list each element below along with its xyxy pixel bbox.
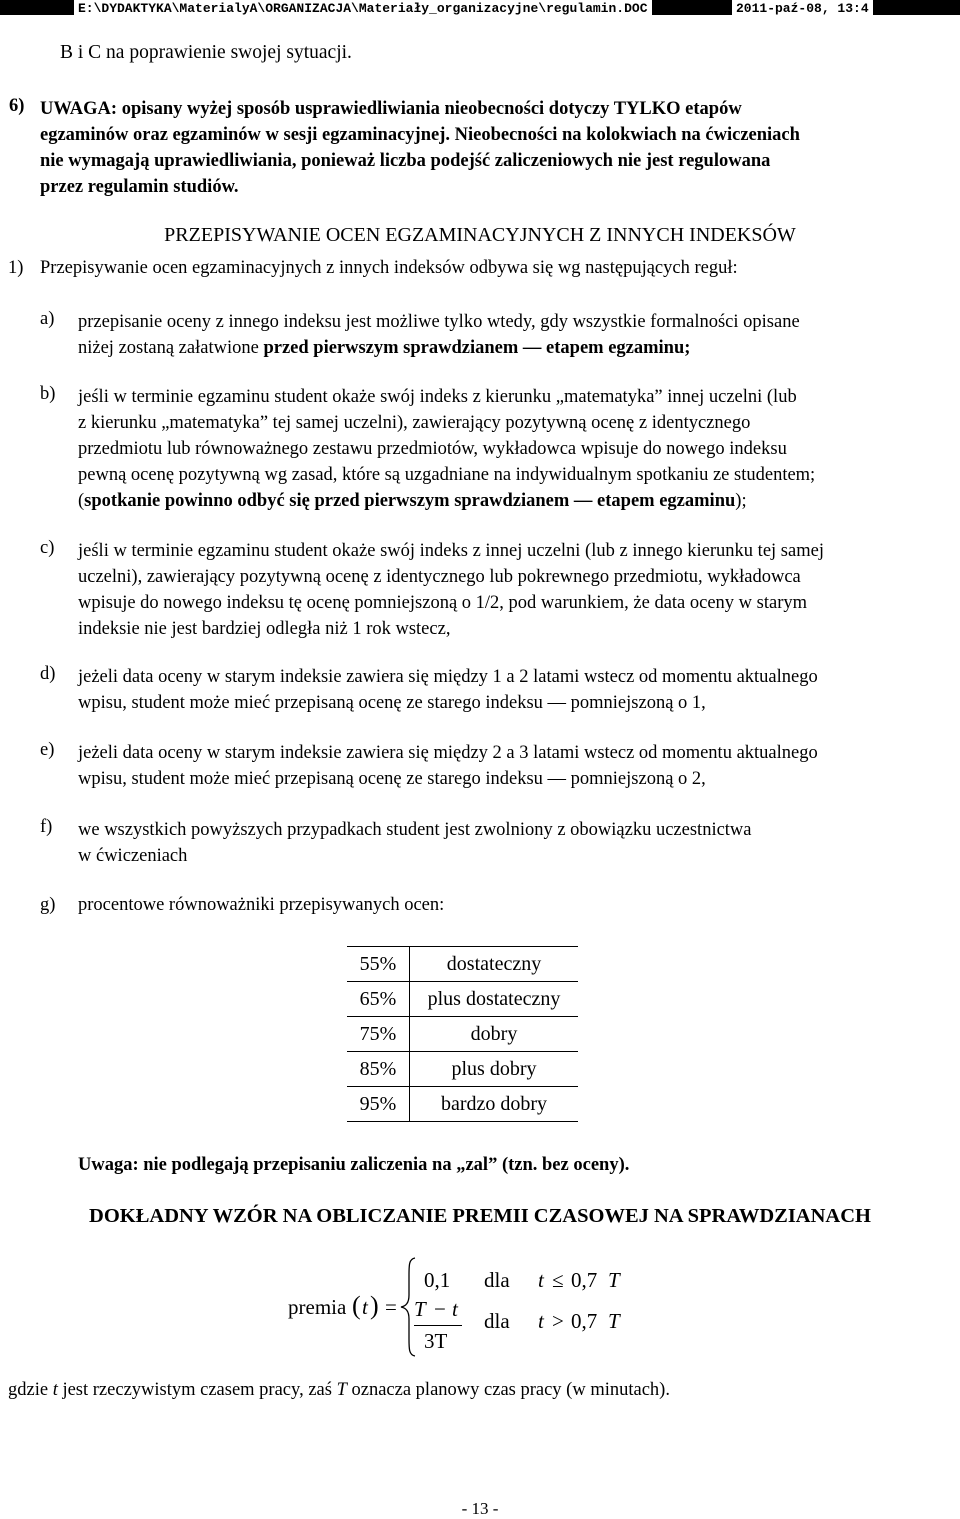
case2-minus: −	[434, 1297, 446, 1321]
explanation-text: oznacza planowy czas pracy (w minutach).	[346, 1380, 670, 1400]
table-row	[347, 982, 578, 1017]
formula-lhs-open: (	[352, 1291, 361, 1320]
formula-equals: =	[385, 1295, 397, 1319]
formula-lhs-close: )	[370, 1291, 379, 1320]
explanation-var-T: T	[336, 1380, 347, 1400]
explanation-var-t: t	[52, 1380, 58, 1400]
note-uwaga: Uwaga: nie podlegają przepisaniu zaliczenia na „zal” (tzn. bez oceny).	[78, 1155, 630, 1175]
case2-T: T	[608, 1309, 620, 1333]
print-date: 2011-paź-08, 13:4	[732, 0, 873, 17]
point-6-line: UWAGA: opisany wyżej sposób usprawiedliwiania nieobecności dotyczy TYLKO etapów	[40, 99, 742, 119]
item-f-line: we wszystkich powyższych przypadkach student jest zwolniony z obowiązku uczestnictwa	[78, 820, 752, 840]
item-b-text	[78, 384, 815, 514]
case2-numerator-t: t	[452, 1297, 458, 1321]
item-c-text	[78, 538, 824, 642]
item-d-text	[78, 664, 818, 716]
point-6-line: egzaminów oraz egzaminów w sesji egzaminacyjnej. Nieobecności na kolokwiach na ćwiczeniach	[40, 125, 800, 145]
percent-cell: 55%	[347, 947, 410, 982]
item-f-text	[78, 817, 752, 869]
case1-value: 0,1	[424, 1268, 451, 1292]
grades-table	[347, 946, 578, 1122]
case1-word: dla	[484, 1268, 510, 1292]
case1-var: t	[538, 1268, 544, 1292]
grade-cell: plus dobry	[410, 1052, 579, 1087]
case2-numerator-T: T	[414, 1297, 426, 1321]
point-6-number: 6)	[9, 96, 25, 116]
item-d-label: d)	[40, 664, 56, 684]
table-row	[347, 1087, 578, 1122]
table-row	[347, 1052, 578, 1087]
premia-formula	[0, 1255, 960, 1365]
item-c-line: indeksie nie jest bardziej odległa niż 1 rok wstecz,	[78, 619, 451, 639]
item-g-text: procentowe równoważniki przepisywanych ocen:	[78, 895, 445, 915]
item-c-line: wpisuje do nowego indeksu tę ocenę pomniejszoną o 1/2, pod warunkiem, że data oceny w starym	[78, 593, 808, 613]
page-number: - 13 -	[461, 1499, 499, 1518]
grade-cell: bardzo dobry	[410, 1087, 579, 1122]
point-1-number: 1)	[8, 258, 24, 278]
percent-cell: 85%	[347, 1052, 410, 1087]
case1-op: ≤	[552, 1268, 564, 1292]
item-b-line: przedmiotu lub równoważnego zestawu przedmiotów, wykładowca wpisuje do nowego indeksu	[78, 439, 787, 459]
item-a-label: a)	[40, 309, 55, 329]
item-f-label: f)	[40, 817, 53, 837]
item-c-line: jeśli w terminie egzaminu student okaże swój indeks z innej uczelni (lub z innego kierunku tej samej	[78, 541, 824, 561]
case1-T: T	[608, 1268, 620, 1292]
point-1-text: Przepisywanie ocen egzaminacyjnych z innych indeksów odbywa się wg następujących reguł:	[40, 258, 738, 278]
explanation-text: jest rzeczywistym czasem pracy, zaś	[57, 1380, 337, 1400]
point-6-text	[40, 96, 800, 200]
item-b-label: b)	[40, 384, 56, 404]
section-title-premia: DOKŁADNY WZÓR NA OBLICZANIE PREMII CZASOWEJ NA SPRAWDZIANACH	[89, 1205, 871, 1227]
item-b-paren: );	[735, 491, 747, 511]
fraction-bar	[414, 1325, 462, 1326]
item-c-line: uczelni), zawierający pozytywną ocenę z identycznego lub pokrewnego przedmiotu, wykładowca	[78, 567, 801, 587]
case2-op: >	[552, 1309, 564, 1333]
item-b-line: jeśli w terminie egzaminu student okaże swój indeks z kierunku „matematyka” innej uczelni (lub	[78, 387, 797, 407]
percent-cell: 65%	[347, 982, 410, 1017]
item-d-line: jeżeli data oceny w starym indeksie zawiera się między 1 a 2 latami wstecz od momentu aktualnego	[78, 667, 818, 687]
item-b-paren: (	[78, 491, 85, 511]
item-e-line: jeżeli data oceny w starym indeksie zawiera się między 2 a 3 latami wstecz od momentu aktualnego	[78, 743, 818, 763]
section-title-przepisywanie: PRZEPISYWANIE OCEN EGZAMINACYJNYCH Z INNYCH INDEKSÓW	[164, 224, 796, 246]
case2-var: t	[538, 1309, 544, 1333]
file-path: E:\DYDAKTYKA\MaterialyA\ORGANIZACJA\Materiały_organizacyjne\regulamin.DOC	[74, 0, 652, 17]
item-e-line: wpisu, student może mieć przepisaną ocenę ze starego indeksu — pomniejszoną o 2,	[78, 769, 706, 789]
formula-lhs-name: premia	[288, 1295, 347, 1319]
item-b-line: z kierunku „matematyka” tej samej uczelni), zawierający pozytywną ocenę z identycznego	[78, 413, 751, 433]
grade-cell: dobry	[410, 1017, 579, 1052]
item-a-line: przepisanie oceny z innego indeksu jest możliwe tylko wtedy, gdy wszystkie formalności opisane	[78, 312, 800, 332]
item-b-line	[78, 488, 815, 514]
case2-denominator: 3T	[424, 1329, 448, 1353]
document-header-bar	[0, 0, 960, 15]
case1-num: 0,7	[571, 1268, 598, 1292]
grade-cell: dostateczny	[410, 947, 579, 982]
item-b-line: pewną ocenę pozytywną wg zasad, które są uzgadniane na indywidualnym spotkaniu ze studentem;	[78, 465, 816, 485]
item-f-line: w ćwiczeniach	[78, 846, 188, 866]
item-d-line: wpisu, student może mieć przepisaną ocenę ze starego indeksu — pomniejszoną o 1,	[78, 693, 706, 713]
item-a-text	[78, 309, 800, 361]
point-6-line: nie wymagają uprawiedliwiania, ponieważ liczba podejść zaliczeniowych nie jest regulowana	[40, 151, 771, 171]
intro-line: B i C na poprawienie swojej sytuacji.	[60, 42, 352, 63]
item-a-normal-text: niżej zostaną załatwione	[78, 338, 264, 358]
item-a-line	[78, 335, 800, 361]
item-e-text	[78, 740, 818, 792]
table-row	[347, 947, 578, 982]
case2-word: dla	[484, 1309, 510, 1333]
case2-num: 0,7	[571, 1309, 598, 1333]
point-6-line: przez regulamin studiów.	[40, 177, 239, 197]
percent-cell: 75%	[347, 1017, 410, 1052]
grade-cell: plus dostateczny	[410, 982, 579, 1017]
formula-explanation	[8, 1380, 670, 1401]
formula-lhs-var: t	[362, 1295, 368, 1319]
item-g-label: g)	[40, 895, 56, 915]
item-a-bold-text: przed pierwszym sprawdzianem — etapem egzaminu;	[263, 338, 691, 358]
explanation-text: gdzie	[8, 1380, 53, 1400]
item-e-label: e)	[40, 740, 55, 760]
table-row	[347, 1017, 578, 1052]
percent-cell: 95%	[347, 1087, 410, 1122]
item-c-label: c)	[40, 538, 55, 558]
item-b-bold-text: spotkanie powinno odbyć się przed pierwszym sprawdzianem — etapem egzaminu	[84, 491, 736, 511]
